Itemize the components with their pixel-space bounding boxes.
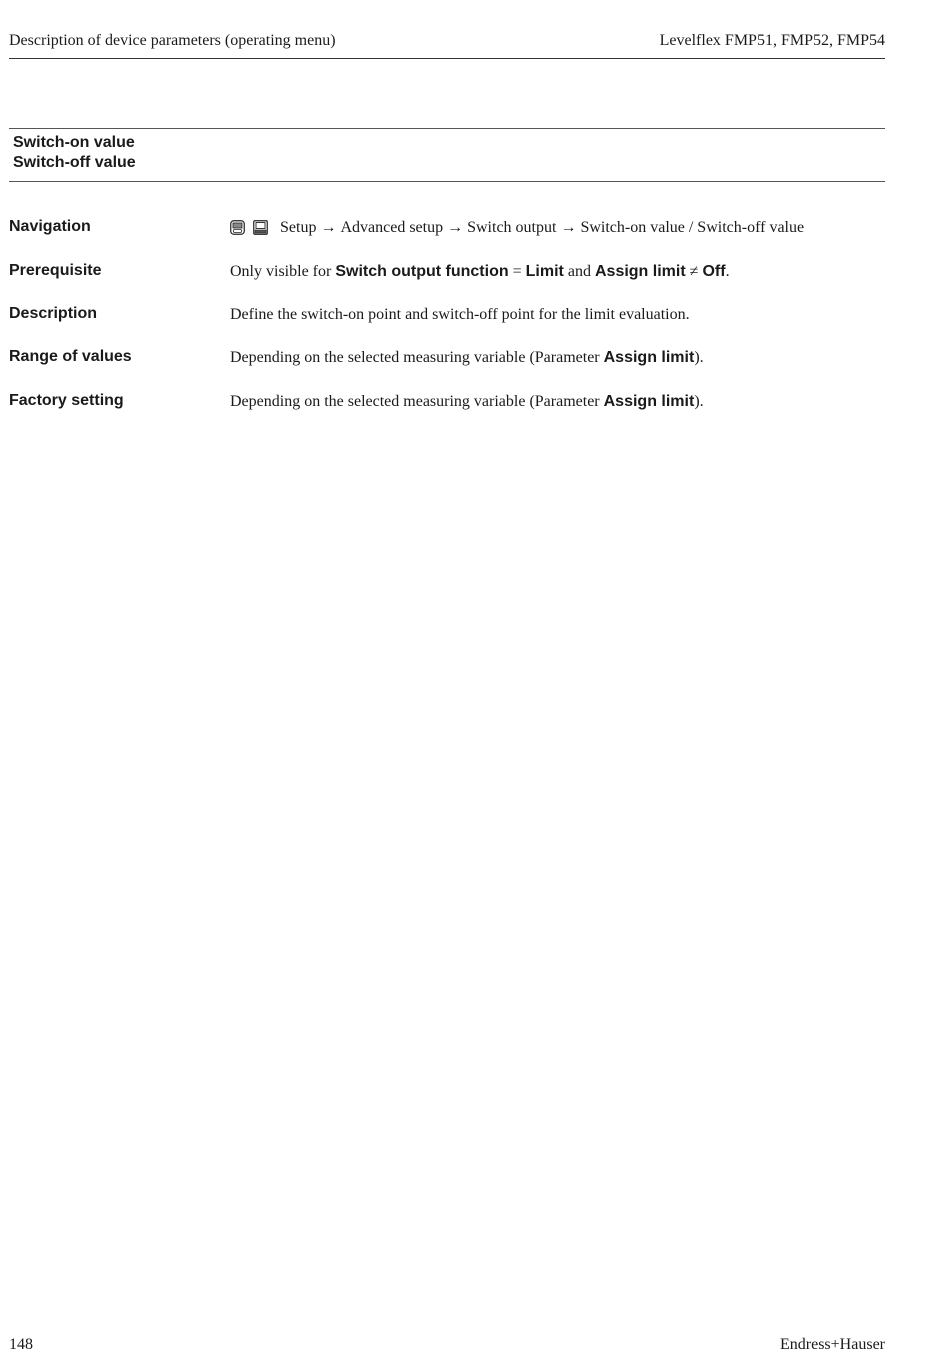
nav-arrow-2: → [447,219,464,236]
row-prerequisite [9,262,885,286]
expert-operation-icon [230,220,245,235]
prerequisite-text-1: Only visible for [230,263,336,280]
navigation-icons [230,220,272,240]
nav-arrow-3: → [560,219,577,236]
nav-path-advanced-setup: Advanced setup [340,219,444,236]
header-product-name: Levelflex FMP51, FMP52, FMP54 [659,32,885,49]
page-number: 148 [9,1336,33,1353]
parameter-title-box [9,128,885,182]
factory-setting-value [230,393,704,411]
row-navigation [9,218,885,242]
nav-path-setup: Setup [280,219,317,236]
range-of-values-value [230,349,704,367]
range-of-values-label: Range of values [9,348,132,365]
page-header [9,30,885,59]
display-operation-icon [253,220,268,235]
prerequisite-text-5: . [725,263,730,280]
prerequisite-label: Prerequisite [9,262,102,279]
row-factory-setting [9,392,885,416]
range-text-2: ). [694,349,704,366]
factory-setting-label: Factory setting [9,392,124,409]
nav-arrow-1: → [320,219,337,236]
prerequisite-text-2: = [508,263,526,280]
factory-bold-assign-limit: Assign limit [603,393,695,410]
prerequisite-bold-assign-limit: Assign limit [594,263,686,280]
footer-brand: Endress+Hauser [780,1336,885,1353]
factory-text-1: Depending on the selected measuring variable (Parameter [230,393,604,410]
range-text-1: Depending on the selected measuring variable (Parameter [230,349,604,366]
navigation-label: Navigation [9,218,91,235]
nav-path-switch-values: Switch-on value / Switch-off value [580,219,805,236]
prerequisite-value [230,263,730,281]
range-bold-assign-limit: Assign limit [603,349,695,366]
navigation-value [230,219,804,240]
description-label: Description [9,305,98,322]
prerequisite-text-3: and [563,263,595,280]
nav-path-switch-output: Switch output [467,219,557,236]
prerequisite-bold-limit: Limit [525,263,564,280]
prerequisite-bold-off: Off [702,263,726,280]
factory-text-2: ). [694,393,704,410]
prerequisite-bold-switch-output-function: Switch output function [335,263,509,280]
parameter-title-line1: Switch-on value [13,134,135,151]
row-description [9,305,885,329]
header-section-title: Description of device parameters (operating menu) [9,32,336,49]
row-range-of-values [9,348,885,372]
prerequisite-text-4: ≠ [685,263,703,280]
parameter-title-line2: Switch-off value [13,154,136,171]
description-value: Define the switch-on point and switch-off point for the limit evaluation. [230,306,690,323]
